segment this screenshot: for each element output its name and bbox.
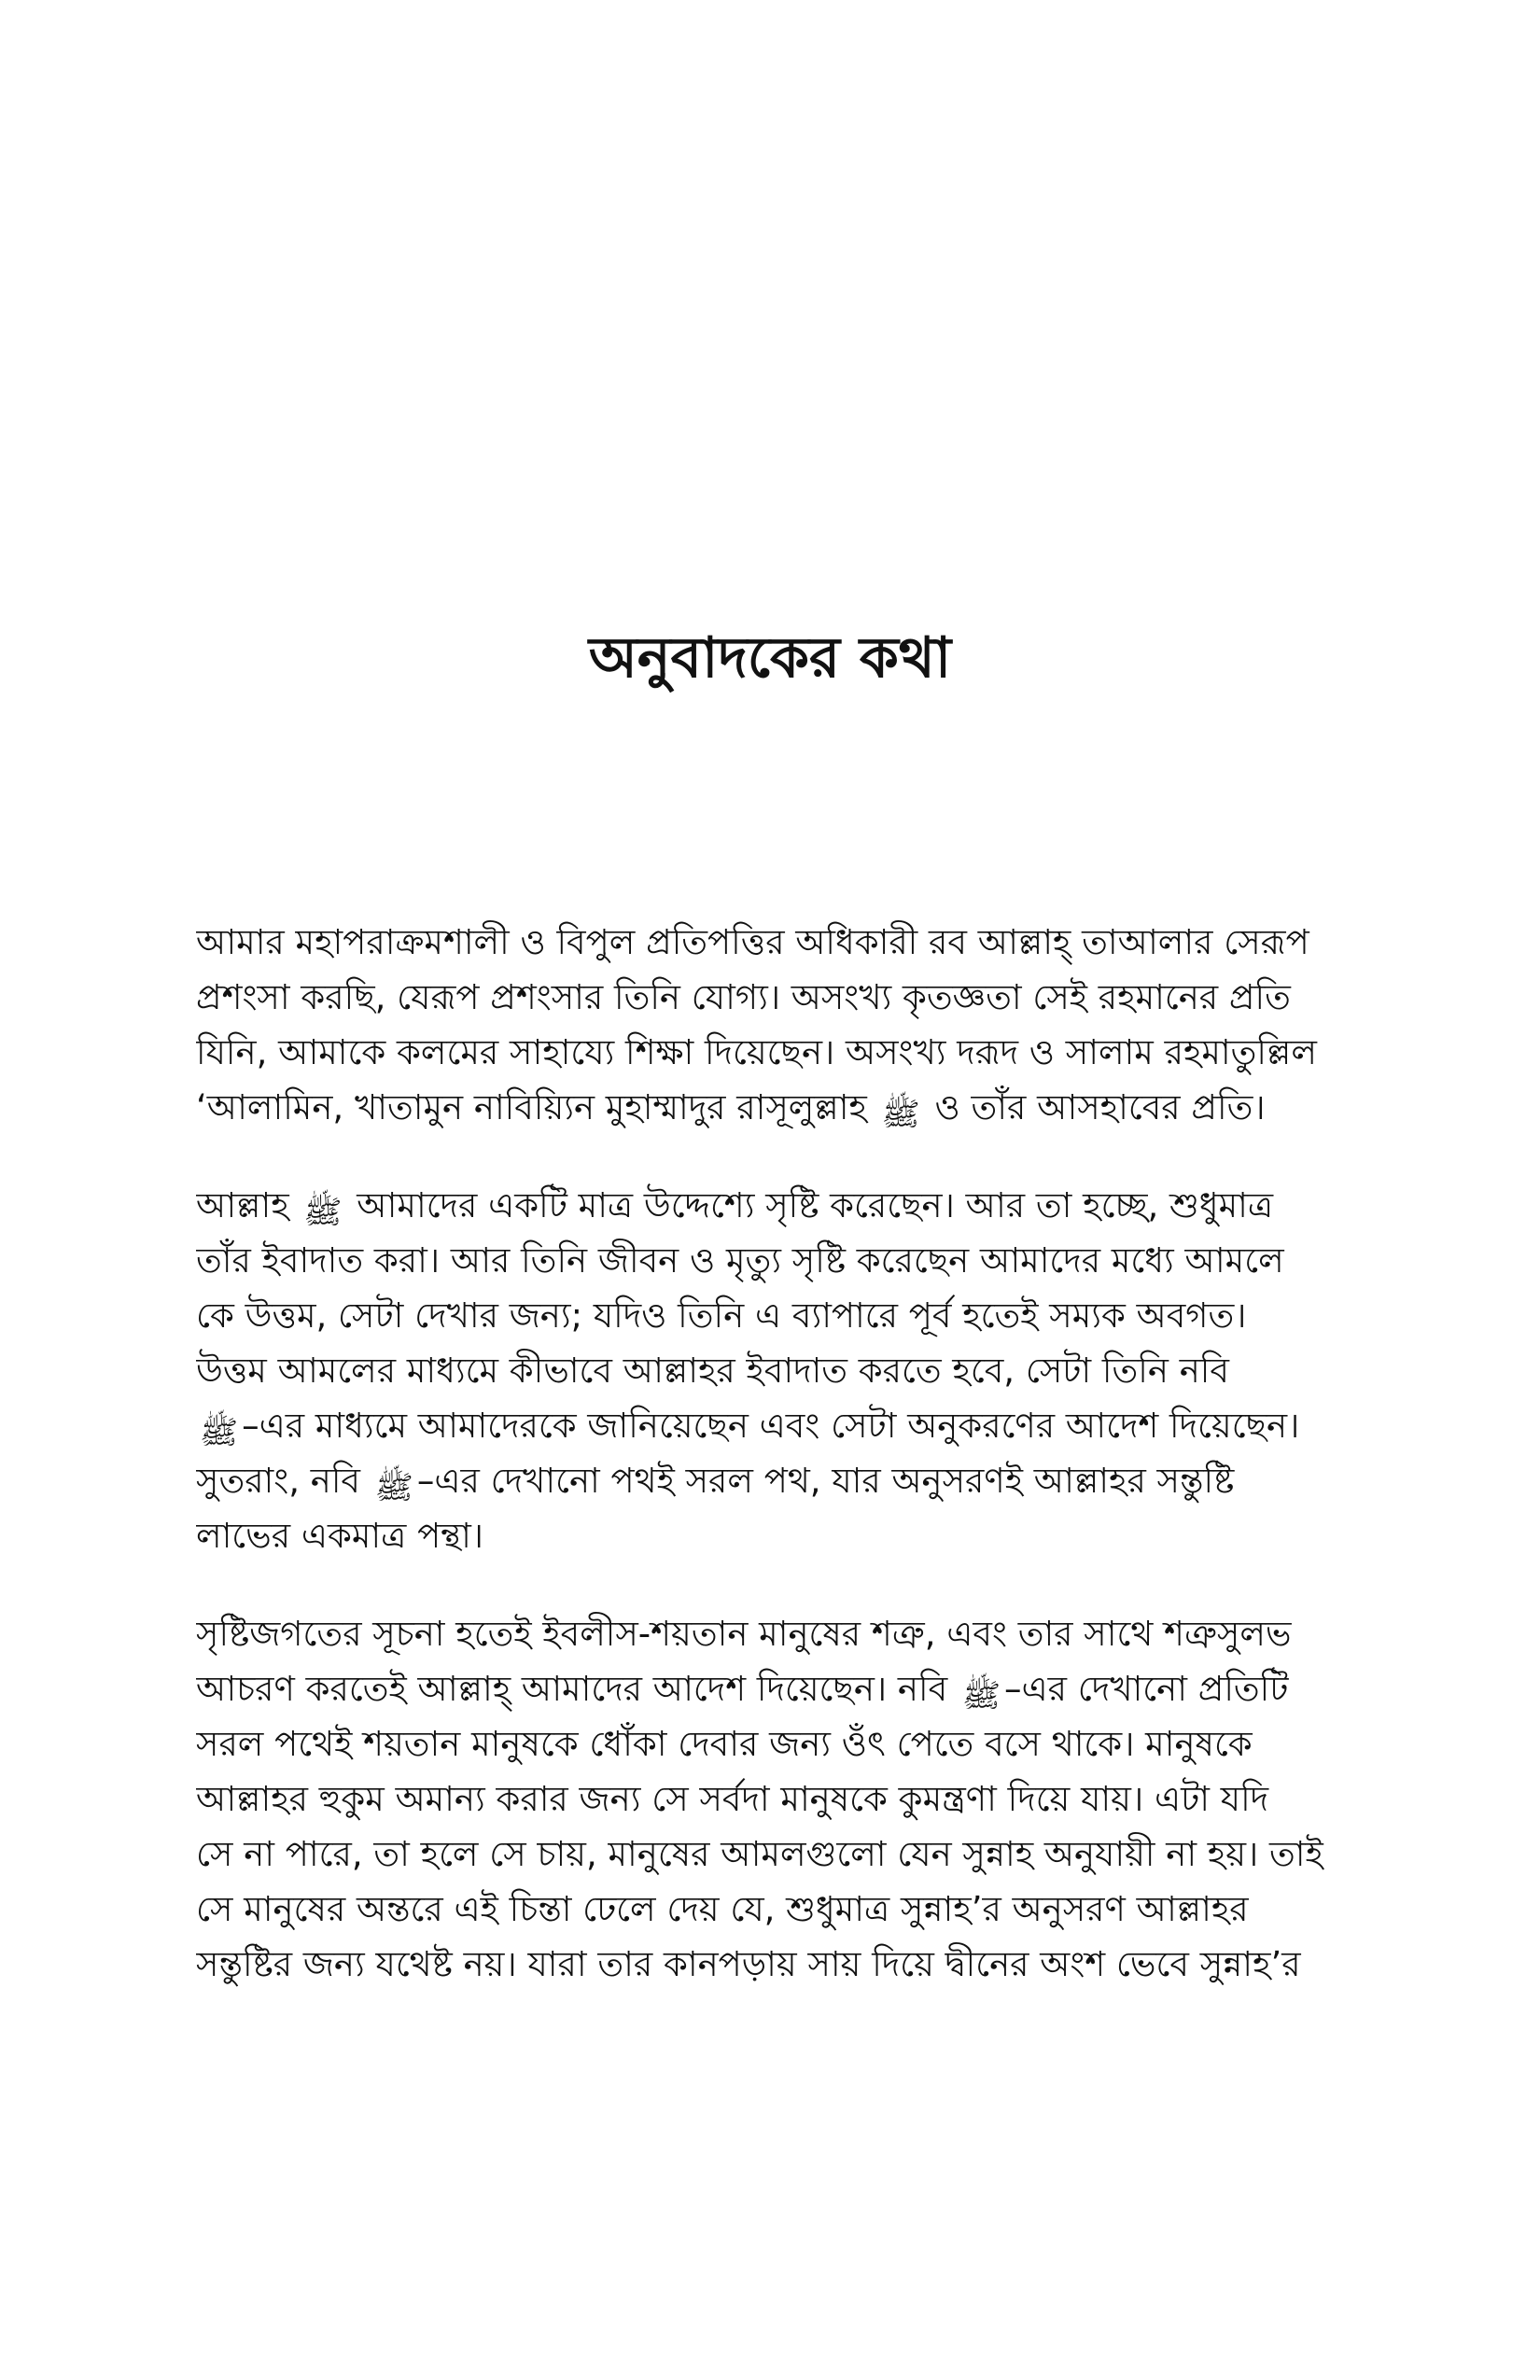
paragraph: [196, 915, 1344, 1135]
paragraph: [196, 1606, 1344, 1992]
text-line: আমার মহাপরাক্রমশালী ও বিপুল প্রতিপত্তির অধিকারী রব আল্লাহ্ তাআলার সেরূপ: [196, 922, 1309, 962]
text-line: কে উত্তম, সেটা দেখার জন্য; যদিও তিনি এ ব্যাপারে পূর্ব হতেই সম্যক অবগত।: [196, 1295, 1247, 1336]
text-line: প্রশংসা করছি, যেরূপ প্রশংসার তিনি যোগ্য। অসংখ্য কৃতজ্ঞতা সেই রহমানের প্রতি: [196, 977, 1291, 1017]
text-line: সরল পথেই শয়তান মানুষকে ধোঁকা দেবার জন্য ওঁৎ পেতে বসে থাকে। মানুষকে: [196, 1724, 1253, 1764]
text-line: যিনি, আমাকে কলমের সাহায্যে শিক্ষা দিয়েছেন। অসংখ্য দরূদ ও সালাম রহমাতুল্লিল: [196, 1032, 1317, 1072]
paragraph: [196, 1178, 1344, 1563]
text-line: সে না পারে, তা হলে সে চায়, মানুষের আমলগুলো যেন সুন্নাহ অনুযায়ী না হয়। তাই: [196, 1834, 1323, 1874]
text-segment: সুতরাং, নবি: [196, 1461, 371, 1501]
honorific-icon: ﷺ: [374, 1469, 413, 1506]
text-segment: আচরণ করতেই আল্লাহ্ আমাদের আদেশ দিয়েছেন। নবি: [196, 1669, 959, 1709]
honorific-icon: ﷺ: [881, 1096, 920, 1133]
honorific-icon: ﷺ: [303, 1194, 343, 1231]
page-title: অনুবাদকের কথা: [588, 625, 952, 691]
text-line: আল্লাহর হুকুম অমান্য করার জন্য সে সর্বদা মানুষকে কুমন্ত্রণা দিয়ে যায়। এটা যদি: [196, 1779, 1269, 1819]
text-line: সন্তুষ্টির জন্য যথেষ্ট নয়। যারা তার কানপড়ায় সায় দিয়ে দ্বীনের অংশ ভেবে সুন্নাহ’র: [196, 1944, 1301, 1984]
text-segment: –এর দেখানো প্রতিটি: [1004, 1669, 1289, 1709]
text-line: তাঁর ইবাদাত করা। আর তিনি জীবন ও মৃত্যু সৃষ্টি করেছেন আমাদের মধ্যে আমলে: [196, 1240, 1284, 1281]
text-segment: আল্লাহ: [196, 1185, 301, 1225]
honorific-icon: ﷺ: [961, 1677, 1001, 1715]
text-line: সে মানুষের অন্তরে এই চিন্তা ঢেলে দেয় যে, শুধুমাত্র সুন্নাহ’র অনুসরণ আল্লাহর: [196, 1889, 1249, 1929]
text-line: [196, 1178, 1344, 1233]
text-line: [196, 1453, 1344, 1508]
text-line: [196, 1080, 1344, 1135]
text-line: উত্তম আমলের মাধ্যমে কীভাবে আল্লাহর ইবাদাত করতে হবে, সেটা তিনি নবি: [196, 1351, 1229, 1391]
body-text: [196, 915, 1344, 1992]
text-segment: –এর মাধ্যমে আমাদেরকে জানিয়েছেন এবং সেটা অনুকরণের আদেশ দিয়েছেন।: [242, 1406, 1300, 1446]
text-line: [196, 1398, 1344, 1453]
text-segment: আমাদের একটি মাত্র উদ্দেশ্যে সৃষ্টি করেছেন। আর তা হচ্ছে, শুধুমাত্র: [345, 1185, 1274, 1225]
honorific-icon: ﷺ: [200, 1414, 239, 1451]
text-segment: ও তাঁর আসহাবের প্রতি।: [923, 1087, 1266, 1127]
text-line: [196, 1661, 1344, 1716]
text-segment: ‘আলামিন, খাতামুন নাবিয়্যিন মুহাম্মাদুর রাসূলুল্লাহ: [196, 1087, 878, 1127]
text-line: লাভের একমাত্র পন্থা।: [196, 1516, 484, 1556]
text-segment: –এর দেখানো পথই সরল পথ, যার অনুসরণই আল্লাহর সন্তুষ্টি: [416, 1461, 1235, 1501]
text-line: সৃষ্টিজগতের সূচনা হতেই ইবলীস-শয়তান মানুষের শত্রু, এবং তার সাথে শত্রুসুলভ: [196, 1614, 1292, 1654]
